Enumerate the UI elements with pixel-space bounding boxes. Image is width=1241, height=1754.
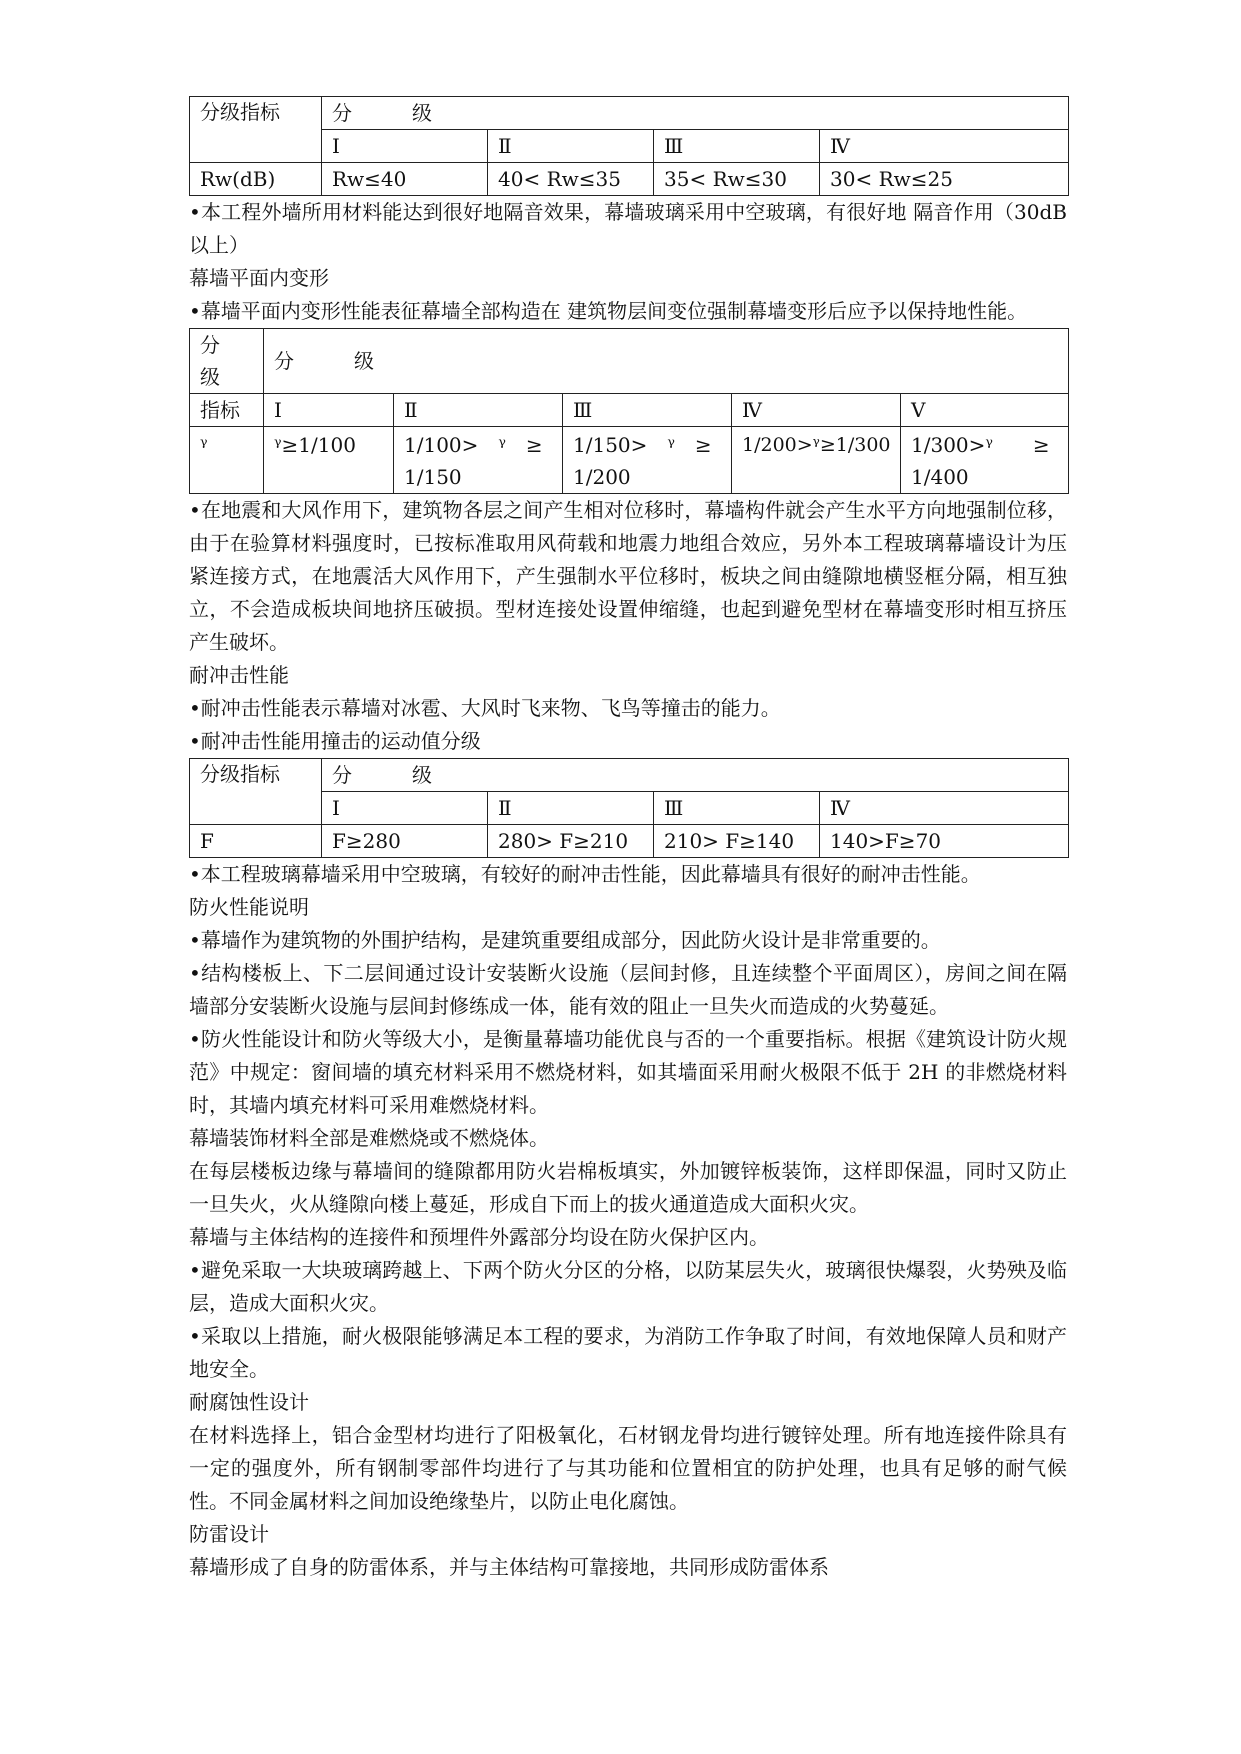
table-level: Ⅲ xyxy=(563,394,732,427)
table-cell-line: 1/150 xyxy=(404,465,462,489)
paragraph: •防火性能设计和防火等级大小，是衡量幕墙功能优良与否的一个重要指标。根据《建筑设计防火规范》中规定：窗间墙的填充材料采用不燃烧材料，如其墙面采用耐火极限不低于 2H 的非燃烧材料时，其墙内填充材料可采用难燃烧材料。 xyxy=(189,1027,1067,1117)
table-row xyxy=(190,792,1069,825)
in-plane-deformation-grade-table xyxy=(189,328,1069,494)
table-cell-line: 1/100> ᵞ ≥ xyxy=(404,433,543,457)
paragraph: •耐冲击性能用撞击的运动值分级 xyxy=(189,729,481,753)
table-row-label: Rw(dB) xyxy=(190,163,322,196)
table-level: Ⅲ xyxy=(654,130,820,163)
paragraph: •幕墙作为建筑物的外围护结构，是建筑重要组成部分，因此防火设计是非常重要的。 xyxy=(189,928,941,952)
table-level: Ⅰ xyxy=(264,394,394,427)
table-level: Ⅳ xyxy=(820,130,1069,163)
table-level: Ⅰ xyxy=(322,130,488,163)
paragraph: 幕墙装饰材料全部是难燃烧或不燃烧体。 xyxy=(189,1126,549,1150)
section-heading: 幕墙平面内变形 xyxy=(189,266,329,290)
table-row xyxy=(190,427,1069,494)
paragraph: •本工程玻璃幕墙采用中空玻璃，有较好的耐冲击性能，因此幕墙具有很好的耐冲击性能。 xyxy=(189,862,981,886)
table-level: Ⅱ xyxy=(488,792,654,825)
table-header-index: 指标 xyxy=(190,394,264,427)
table-cell: 280> F≥210 xyxy=(488,825,654,858)
table-cell: 40< Rw≤35 xyxy=(488,163,654,196)
section-heading: 防雷设计 xyxy=(189,1522,269,1546)
table-level: Ⅱ xyxy=(488,130,654,163)
table-level: Ⅲ xyxy=(654,792,820,825)
table-cell xyxy=(563,427,732,494)
table-row xyxy=(190,825,1069,858)
table-cell-line: ᵞ≥1/100 xyxy=(274,433,356,457)
table-row xyxy=(190,97,1069,130)
paragraph: 幕墙与主体结构的连接件和预埋件外露部分均设在防火保护区内。 xyxy=(189,1225,769,1249)
table-level: Ⅴ xyxy=(901,394,1069,427)
table-level: Ⅳ xyxy=(732,394,901,427)
impact-resistance-grade-table xyxy=(189,758,1069,858)
paragraph: •在地震和大风作用下，建筑物各层之间产生相对位移时，幕墙构件就会产生水平方向地强制位移，由于在验算材料强度时，已按标准取用风荷载和地震力地组合效应，另外本工程玻璃幕墙设计为压紧连接方式，在地震活大风作用下，产生强制水平位移时，板块之间由缝隙地横竖框分隔，相互独立，不会造成板块间地挤压破损。型材连接处设置伸缩缝，也起到避免型材在幕墙变形时相互挤压产生破坏。 xyxy=(189,498,1067,654)
table-header-grade: 分 级 xyxy=(264,329,1069,394)
table-cell xyxy=(264,427,394,494)
table-cell: 210> F≥140 xyxy=(654,825,820,858)
paragraph: •结构楼板上、下二层间通过设计安装断火设施（层间封修，且连续整个平面周区），房间之间在隔墙部分安装断火设施与层间封修练成一体，能有效的阻止一旦失火而造成的火势蔓延。 xyxy=(189,961,1067,1018)
paragraph: •采取以上措施，耐火极限能够满足本工程的要求，为消防工作争取了时间，有效地保障人员和财产地安全。 xyxy=(189,1324,1067,1381)
table-cell-line: 1/200>ᵞ≥1/300 xyxy=(742,434,891,456)
paragraph: •本工程外墙所用材料能达到很好地隔音效果，幕墙玻璃采用中空玻璃，有很好地 隔音作用（30dB 以上） xyxy=(189,200,1067,257)
table-level: Ⅳ xyxy=(820,792,1069,825)
paragraph: 在每层楼板边缘与幕墙间的缝隙都用防火岩棉板填实，外加镀锌板装饰，这样即保温，同时又防止一旦失火，火从缝隙向楼上蔓延，形成自下而上的拔火通道造成大面积火灾。 xyxy=(189,1159,1067,1216)
table-row xyxy=(190,130,1069,163)
table-row-label: ᵞ xyxy=(190,427,264,494)
section-heading: 耐腐蚀性设计 xyxy=(189,1390,309,1414)
table-header-index: 分级指标 xyxy=(190,759,322,825)
table-header-grade: 分 级 xyxy=(322,97,1069,130)
table-cell: 30< Rw≤25 xyxy=(820,163,1069,196)
paragraph: 幕墙形成了自身的防雷体系，并与主体结构可靠接地，共同形成防雷体系 xyxy=(189,1555,829,1579)
table-cell-line: 1/400 xyxy=(911,465,969,489)
paragraph: •避免采取一大块玻璃跨越上、下两个防火分区的分格，以防某层失火，玻璃很快爆裂，火势殃及临层，造成大面积火灾。 xyxy=(189,1258,1067,1315)
table-level: Ⅰ xyxy=(322,792,488,825)
table-cell-line: 1/200 xyxy=(573,465,631,489)
section-heading: 防火性能说明 xyxy=(189,895,309,919)
table-row xyxy=(190,759,1069,792)
table-cell xyxy=(732,427,901,494)
table-cell xyxy=(394,427,563,494)
section-heading: 耐冲击性能 xyxy=(189,663,289,687)
paragraph: 在材料选择上，铝合金型材均进行了阳极氧化，石材钢龙骨均进行镀锌处理。所有地连接件除具有一定的强度外，所有钢制零部件均进行了与其功能和位置相宜的防护处理，也具有足够的耐气候性。不同金属材料之间加设绝缘垫片，以防止电化腐蚀。 xyxy=(189,1423,1067,1513)
table-cell: F≥280 xyxy=(322,825,488,858)
table-header-index: 分 级 xyxy=(190,329,264,394)
table-cell xyxy=(901,427,1069,494)
paragraph: •幕墙平面内变形性能表征幕墙全部构造在 建筑物层间变位强制幕墙变形后应予以保持地性能。 xyxy=(189,299,1028,323)
table-level: Ⅱ xyxy=(394,394,563,427)
table-header-grade: 分 级 xyxy=(322,759,1069,792)
table-cell: 35< Rw≤30 xyxy=(654,163,820,196)
table-header-index: 分级指标 xyxy=(190,97,322,163)
sound-insulation-grade-table xyxy=(189,96,1069,196)
table-cell: 140>F≥70 xyxy=(820,825,1069,858)
table-row xyxy=(190,394,1069,427)
document-page xyxy=(189,96,1067,1584)
table-cell-line: 1/150> ᵞ ≥ xyxy=(573,433,712,457)
table-row-label: F xyxy=(190,825,322,858)
table-cell: Rw≤40 xyxy=(322,163,488,196)
paragraph: •耐冲击性能表示幕墙对冰雹、大风时飞来物、飞鸟等撞击的能力。 xyxy=(189,696,781,720)
table-cell-line: 1/300>ᵞ ≥ xyxy=(911,433,1050,457)
table-row xyxy=(190,163,1069,196)
table-row xyxy=(190,329,1069,394)
